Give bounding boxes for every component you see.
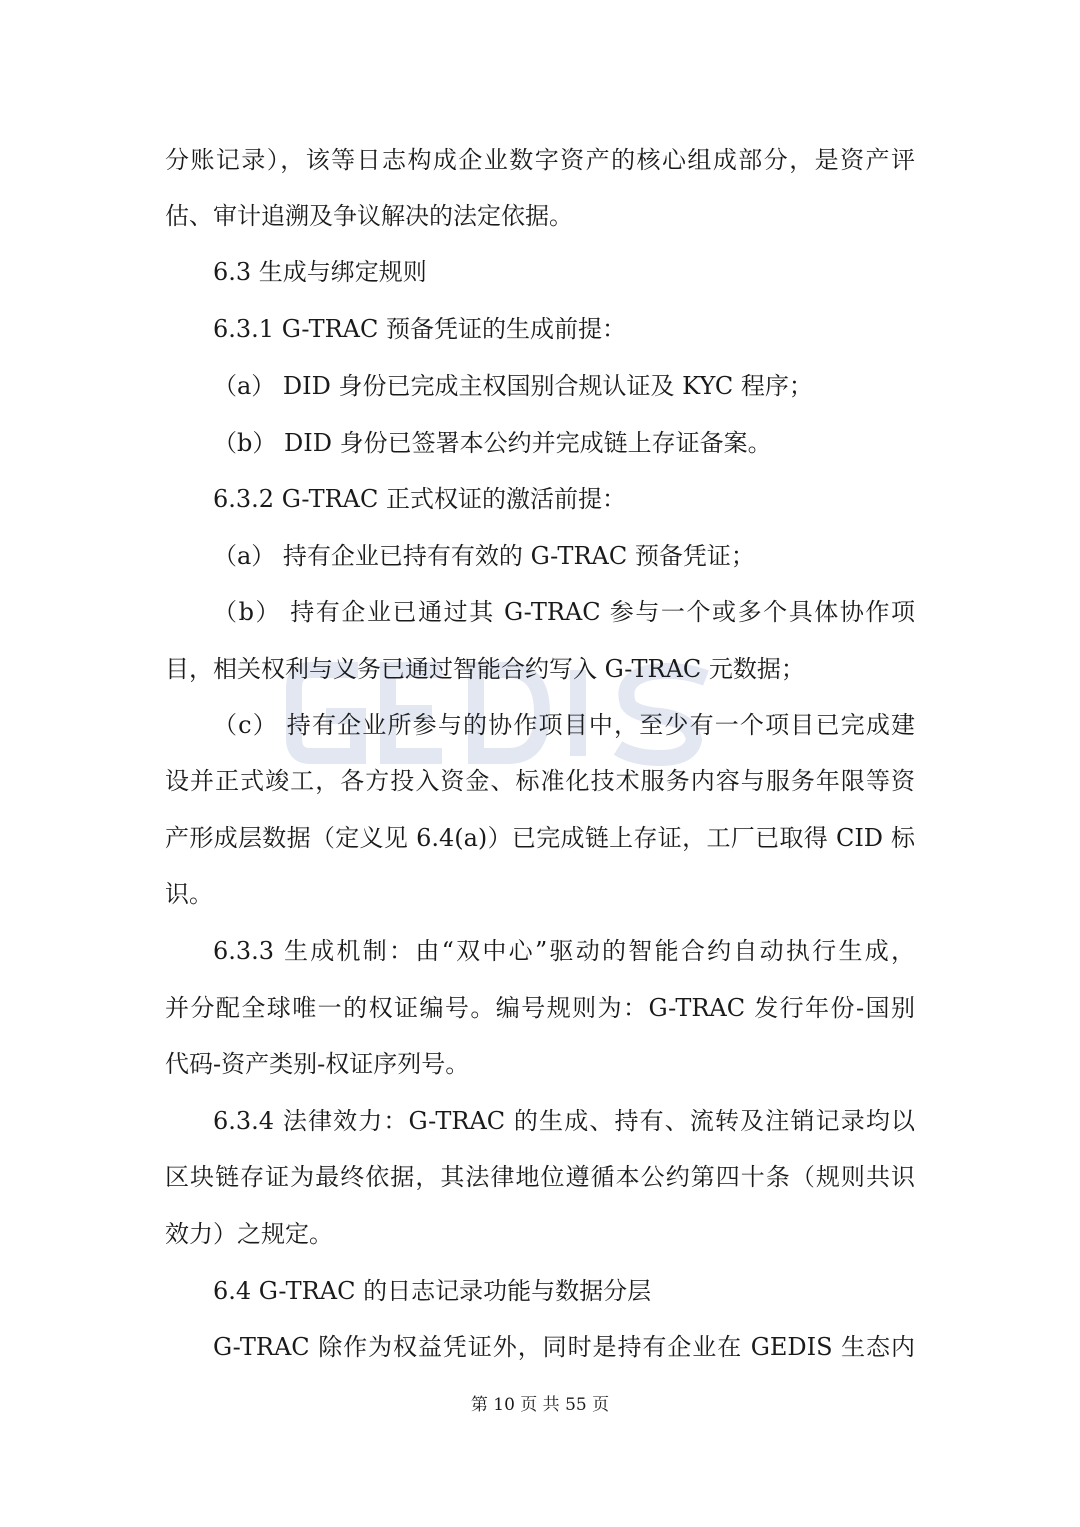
body-line: 估、审计追溯及争议解决的法定依据。 xyxy=(165,202,573,230)
list-item: （b） DID 身份已签署本公约并完成链上存证备案。 xyxy=(213,429,772,457)
subsection-paragraph: 6.3.4 法律效力：G-TRAC 的生成、持有、流转及注销记录均以 xyxy=(213,1107,915,1135)
body-line: 设并正式竣工，各方投入资金、标准化技术服务内容与服务年限等资 xyxy=(165,767,915,795)
subsection-heading: 6.3.1 G-TRAC 预备凭证的生成前提： xyxy=(213,315,626,343)
subsection-paragraph: 6.3.3 生成机制：由“双中心”驱动的智能合约自动执行生成， xyxy=(213,937,915,965)
body-line: 分账记录），该等日志构成企业数字资产的核心组成部分，是资产评 xyxy=(165,146,915,174)
list-item: （a） 持有企业已持有有效的 G-TRAC 预备凭证； xyxy=(213,542,755,570)
body-line: 代码-资产类别-权证序列号。 xyxy=(165,1050,470,1078)
list-item: （c） 持有企业所参与的协作项目中，至少有一个项目已完成建 xyxy=(213,711,915,739)
subsection-heading: 6.3.2 G-TRAC 正式权证的激活前提： xyxy=(213,485,626,513)
body-line: 目，相关权利与义务已通过智能合约写入 G-TRAC 元数据； xyxy=(165,655,805,683)
list-item: （b） 持有企业已通过其 G-TRAC 参与一个或多个具体协作项 xyxy=(213,598,915,626)
section-heading: 6.4 G-TRAC 的日志记录功能与数据分层 xyxy=(213,1277,652,1305)
body-line: 效力）之规定。 xyxy=(165,1220,333,1248)
body-line: G-TRAC 除作为权益凭证外，同时是持有企业在 GEDIS 生态内 xyxy=(213,1333,915,1361)
body-line: 识。 xyxy=(165,880,213,908)
section-heading: 6.3 生成与绑定规则 xyxy=(213,258,427,286)
body-line: 区块链存证为最终依据，其法律地位遵循本公约第四十条（规则共识 xyxy=(165,1163,915,1191)
page-footer: 第 10 页 共 55 页 xyxy=(470,1395,610,1415)
body-line: 产形成层数据（定义见 6.4(a)）已完成链上存证，工厂已取得 CID 标 xyxy=(165,824,915,852)
list-item: （a） DID 身份已完成主权国别合规认证及 KYC 程序； xyxy=(213,372,813,400)
body-line: 并分配全球唯一的权证编号。编号规则为：G-TRAC 发行年份-国别 xyxy=(165,994,915,1022)
